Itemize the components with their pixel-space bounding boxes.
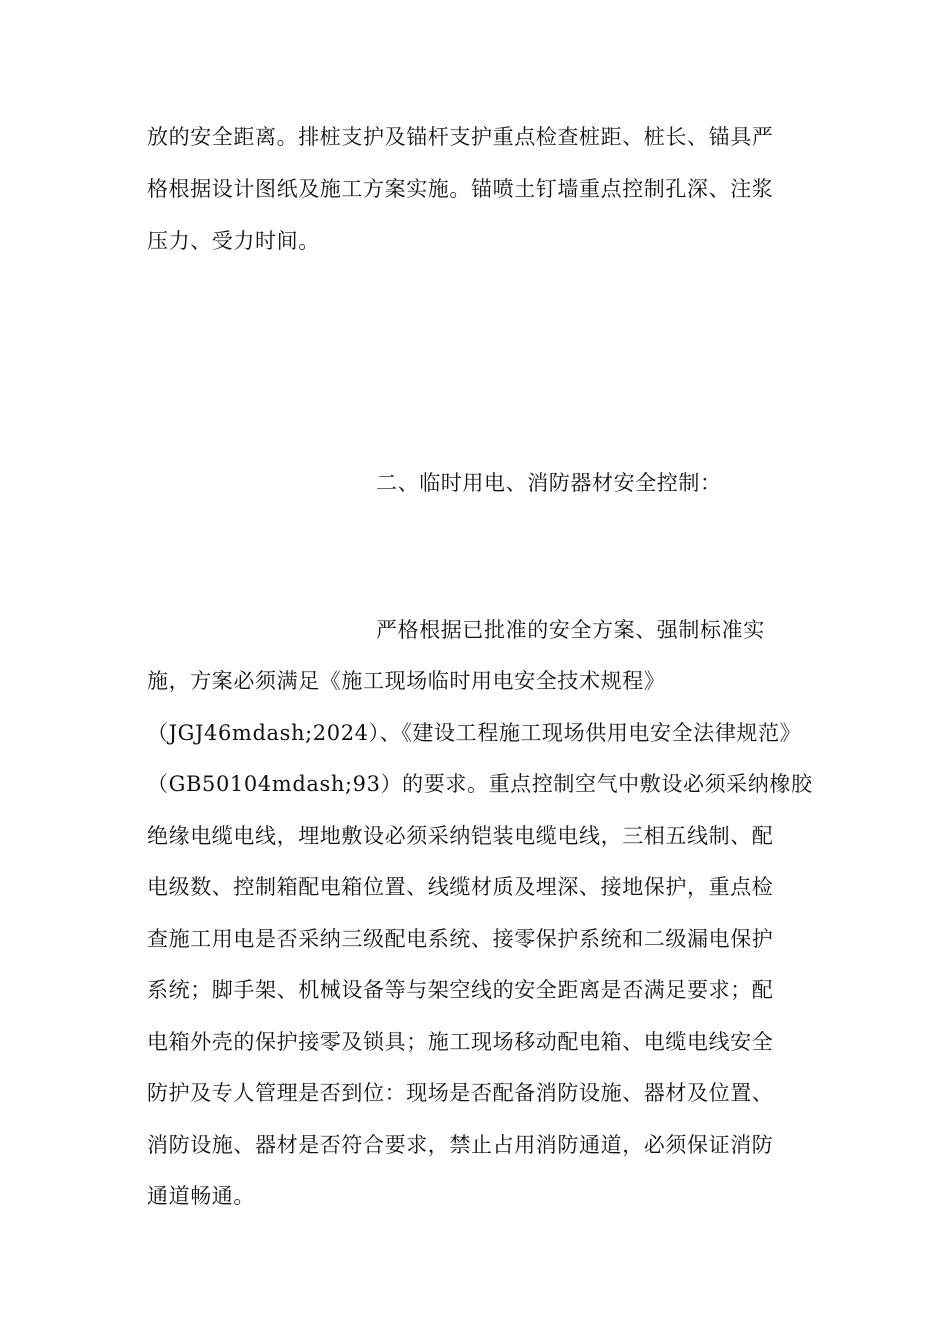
paragraph-2-line-10: 防护及专人管理是否到位：现场是否配备消防设施、器材及位置、: [147, 1081, 774, 1105]
paragraph-2-line-7: 查施工用电是否采纳三级配电系统、接零保护系统和二级漏电保护: [147, 927, 774, 951]
paragraph-2-line-4: （GB50104mdash;93）的要求。重点控制空气中敷设必须采纳橡胶: [147, 772, 813, 796]
paragraph-2-line-11: 消防设施、器材是否符合要求，禁止占用消防通道，必须保证消防: [147, 1133, 774, 1157]
paragraph-2-line-1: 严格根据已批准的安全方案、强制标准实: [376, 618, 765, 642]
paragraph-2-line-5: 绝缘电缆电线，埋地敷设必须采纳铠装电缆电线，三相五线制、配: [147, 824, 774, 848]
paragraph-2-line-2: 施，方案必须满足《施工现场临时用电安全技术规程》: [147, 669, 666, 693]
paragraph-1-line-2: 格根据设计图纸及施工方案实施。锚喷土钉墙重点控制孔深、注浆: [147, 177, 774, 201]
paragraph-1-line-1: 放的安全距离。排桩支护及锚杆支护重点检查桩距、桩长、锚具严: [147, 125, 774, 149]
paragraph-2-line-12: 通道畅通。: [147, 1184, 255, 1208]
paragraph-2-line-9: 电箱外壳的保护接零及锁具；施工现场移动配电箱、电缆电线安全: [147, 1030, 774, 1054]
section-heading: 二、临时用电、消防器材安全控制：: [376, 471, 722, 495]
paragraph-1-line-3: 压力、受力时间。: [147, 229, 320, 253]
paragraph-2-line-8: 系统；脚手架、机械设备等与架空线的安全距离是否满足要求；配: [147, 978, 774, 1002]
paragraph-2-line-6: 电级数、控制箱配电箱位置、线缆材质及埋深、接地保护，重点检: [147, 875, 774, 899]
paragraph-2-line-3: （JGJ46mdash;2024）、《建设工程施工现场供用电安全法律规范》: [147, 721, 802, 745]
